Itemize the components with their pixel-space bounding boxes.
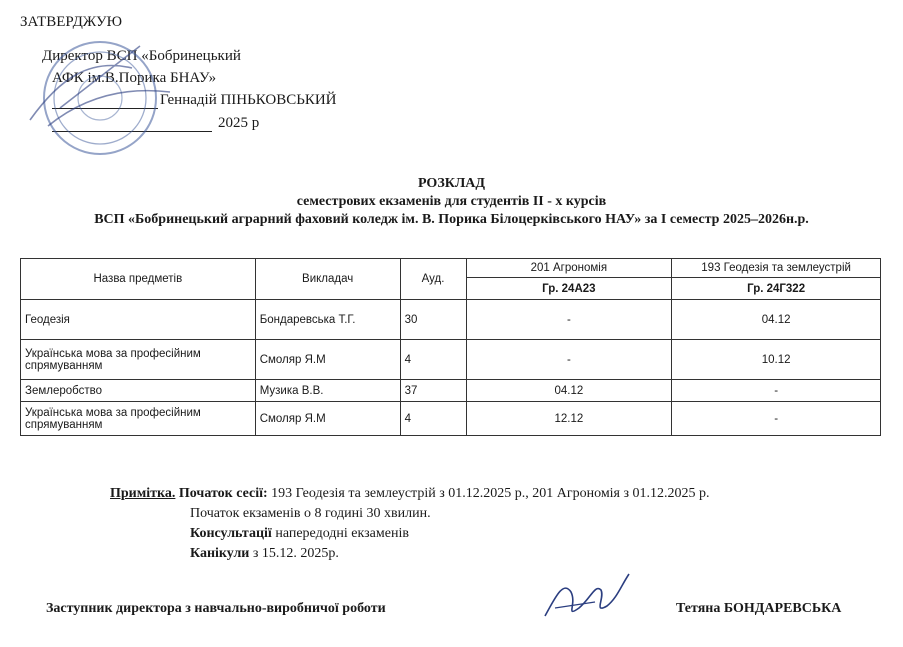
holiday-text: з 15.12. 2025р.	[249, 546, 339, 561]
note-holidays	[190, 546, 339, 562]
doc-title: РОЗКЛАД	[417, 176, 486, 191]
cell-room: 4	[400, 340, 466, 380]
note-session	[110, 486, 710, 502]
header-spec-geodesy: 193 Геодезія та землеустрій	[672, 259, 881, 278]
header-spec-agronomy: 201 Агрономія	[466, 259, 672, 278]
cell-group-1-date: -	[466, 340, 672, 380]
header-teacher: Викладач	[255, 259, 400, 300]
table-row	[21, 300, 881, 340]
session-label: Початок сесії:	[178, 486, 268, 501]
cell-group-1-date: 04.12	[466, 380, 672, 402]
cell-teacher: Музика В.В.	[255, 380, 400, 402]
note-start-time: Початок екзаменів о 8 годині 30 хвилин.	[190, 506, 431, 521]
session-text: 193 Геодезія та землеустрій з 01.12.2025 р., 201 Агрономія з 01.12.2025 р.	[267, 486, 710, 501]
cell-subject: Землеробство	[21, 380, 256, 402]
approval-heading: ЗАТВЕРДЖУЮ	[20, 14, 123, 30]
header-room: Ауд.	[400, 259, 466, 300]
footer-position: Заступник директора з навчально-виробничої роботи	[46, 601, 386, 616]
header-group-1: Гр. 24А23	[466, 278, 672, 300]
holiday-label: Канікули	[190, 546, 250, 561]
footer-name: Тетяна БОНДАРЕВСЬКА	[676, 601, 842, 616]
table-row	[21, 340, 881, 380]
approval-line-2: АФК ім.В.Порика БНАУ»	[52, 70, 217, 86]
approval-line-4: 2025 р	[218, 115, 260, 131]
header-subject: Назва предметів	[21, 259, 256, 300]
cell-teacher: Бондаревська Т.Г.	[255, 300, 400, 340]
cell-group-2-date: 04.12	[672, 300, 881, 340]
cell-room: 37	[400, 380, 466, 402]
cell-subject: Українська мова за професійним спрямуванням	[21, 340, 256, 380]
note-label: Примітка.	[110, 486, 176, 501]
approval-line-1: Директор ВСП «Бобринецький	[42, 48, 241, 64]
consult-text: напередодні екзаменів	[271, 526, 409, 541]
cell-group-2-date: -	[672, 402, 881, 436]
cell-room: 30	[400, 300, 466, 340]
note-consultations	[190, 526, 409, 542]
cell-group-2-date: -	[672, 380, 881, 402]
cell-group-2-date: 10.12	[672, 340, 881, 380]
cell-room: 4	[400, 402, 466, 436]
approval-line-3: Геннадій ПІНЬКОВСЬКИЙ	[160, 92, 337, 108]
cell-teacher: Смоляр Я.М	[255, 402, 400, 436]
consult-label: Консультації	[190, 526, 272, 541]
header-group-2: Гр. 24Г322	[672, 278, 881, 300]
exam-schedule-table	[20, 258, 881, 436]
table-row	[21, 402, 881, 436]
doc-subtitle: семестрових екзаменів для студентів ІІ - х курсів	[296, 194, 607, 209]
doc-institution: ВСП «Бобринецький аграрний фаховий коледж ім. В. Порика Білоцерківського НАУ» за І семестр 2025–2026н.р.	[94, 212, 809, 227]
cell-subject: Українська мова за професійним спрямуванням	[21, 402, 256, 436]
stamp-seal	[20, 38, 180, 158]
cell-group-1-date: 12.12	[466, 402, 672, 436]
handwritten-signature	[535, 568, 635, 628]
cell-group-1-date: -	[466, 300, 672, 340]
cell-subject: Геодезія	[21, 300, 256, 340]
cell-teacher: Смоляр Я.М	[255, 340, 400, 380]
table-row	[21, 380, 881, 402]
